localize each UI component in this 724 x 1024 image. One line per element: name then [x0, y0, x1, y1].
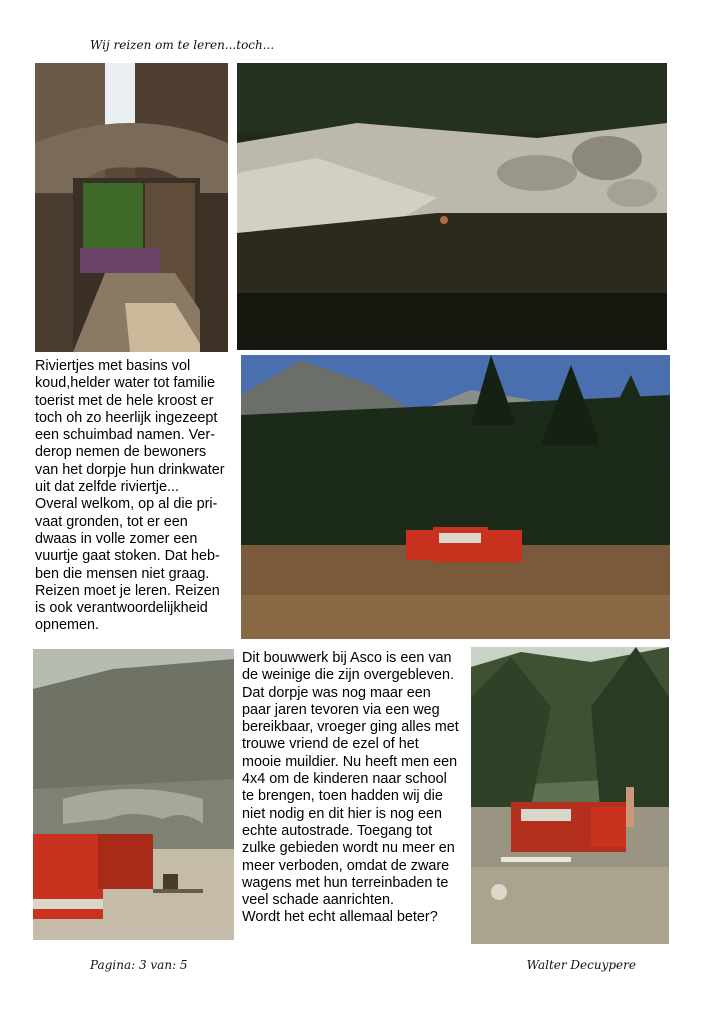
- page-header-title: Wij reizen om te leren...toch...: [90, 38, 275, 52]
- paragraph-asco-bridge: Dit bouwwerk bij Asco is een van de weinige die zijn overgebleven. Dat dorpje was nog maar een paar jaren tevoren via een weg bereikbaar, vroeger ging alles met trouwe vriend de ezel of het mooie muildier. Nu heeft men een 4x4 om de kinderen naar school te brengen, toen hadden wij die niet nodig en dit hier is nog een echte autostrade. Toegang tot zulke gebieden wordt nu meer en meer verboden, omdat de zware wagens met hun terreinbaden te veel schade aanrichten. Wordt het echt allemaal beter?: [242, 650, 459, 926]
- footer-page-number: Pagina: 3 van: 5: [90, 958, 188, 972]
- footer-author: Walter Decuypere: [526, 958, 636, 972]
- photo-forest-camp-car: [471, 647, 669, 944]
- paragraph-rivers: Riviertjes met basins vol koud,helder water tot familie toerist met de hele kroost er toch oh zo heerlijk ingezeept een schuimbad namen. Ver- derop nemen de bewoners van het dorpje hun drinkwater uit dat zelfde riviertje... Overal welkom, op al die pri- vaat gronden, tot er een dwaas in volle zomer een vuurtje gaat stoken. Dat heb- ben die mensen niet graag. Reizen moet je leren. Reizen is ook verantwoordelijkheid opnemen.: [35, 358, 225, 634]
- photo-forest-red-car: [241, 355, 670, 639]
- photo-river-basin: [237, 63, 667, 350]
- photo-stone-archway-alley: [35, 63, 228, 352]
- photo-stone-bridge-car: [33, 649, 234, 940]
